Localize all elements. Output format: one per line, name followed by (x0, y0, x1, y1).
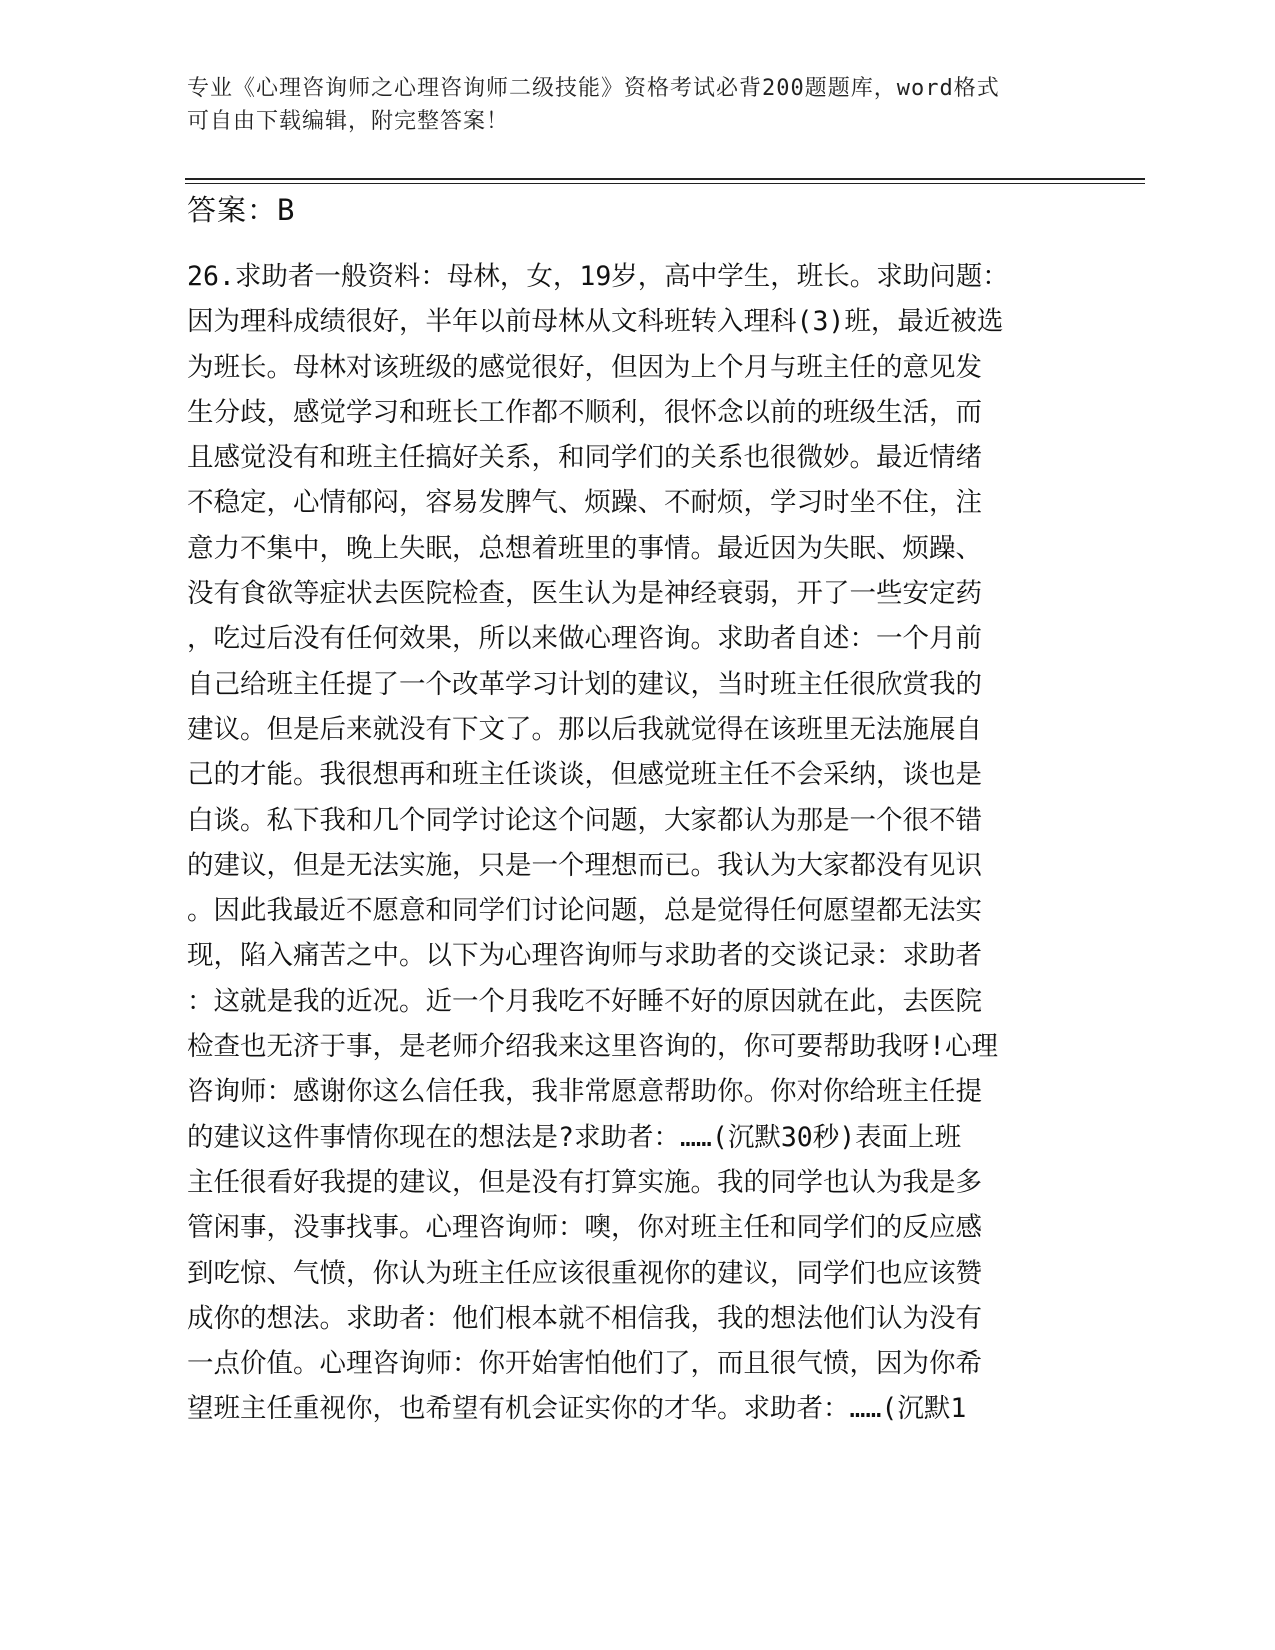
question-line: 己的才能。我很想再和班主任谈谈，但感觉班主任不会采纳，谈也是 (187, 759, 982, 791)
question-line: 的建议这件事情你现在的想法是?求助者：……(沉默30秒)表面上班 (187, 1121, 962, 1153)
question-line: 管闲事，没事找事。心理咨询师：噢，你对班主任和同学们的反应感 (187, 1212, 982, 1244)
question-line: 白谈。私下我和几个同学讨论这个问题，大家都认为那是一个很不错 (187, 804, 982, 836)
question-line: 到吃惊、气愤，你认为班主任应该很重视你的建议，同学们也应该赞 (187, 1257, 982, 1289)
question-line: 没有食欲等症状去医院检查，医生认为是神经衰弱，开了一些安定药 (187, 578, 982, 610)
question-line: 意力不集中，晚上失眠，总想着班里的事情。最近因为失眠、烦躁、 (187, 532, 982, 564)
header-title-line-1: 专业《心理咨询师之心理咨询师二级技能》资格考试必背200题题库，word格式 (187, 76, 1000, 101)
question-line: 一点价值。心理咨询师：你开始害怕他们了，而且很气愤，因为你希 (187, 1348, 982, 1380)
question-line: 咨询师：感谢你这么信任我，我非常愿意帮助你。你对你给班主任提 (187, 1076, 982, 1108)
question-26-body (187, 254, 1087, 1432)
question-line: ：这就是我的近况。近一个月我吃不好睡不好的原因就在此，去医院 (187, 985, 982, 1017)
question-line: 26.求助者一般资料：母林，女，19岁，高中学生，班长。求助问题： (187, 261, 1009, 292)
question-line: 主任很看好我提的建议，但是没有打算实施。我的同学也认为我是多 (187, 1166, 982, 1198)
question-line: 生分歧，感觉学习和班长工作都不顺利，很怀念以前的班级生活，而 (187, 396, 982, 428)
header-divider-thick (185, 178, 1145, 180)
question-line: 成你的想法。求助者：他们根本就不相信我，我的想法他们认为没有 (187, 1302, 982, 1334)
question-line: ，吃过后没有任何效果，所以来做心理咨询。求助者自述：一个月前 (187, 623, 982, 655)
header-title-line-2: 可自由下载编辑，附完整答案！ (187, 109, 510, 134)
question-line: 为班长。母林对该班级的感觉很好，但因为上个月与班主任的意见发 (187, 351, 982, 383)
question-line: 的建议，但是无法实施，只是一个理想而已。我认为大家都没有见识 (187, 849, 982, 881)
page-header (187, 72, 1067, 138)
question-line: 自己给班主任提了一个改革学习计划的建议，当时班主任很欣赏我的 (187, 668, 982, 700)
question-line: 望班主任重视你，也希望有机会证实你的才华。求助者：……(沉默1 (187, 1393, 967, 1425)
question-line: 建议。但是后来就没有下文了。那以后我就觉得在该班里无法施展自 (187, 713, 982, 745)
question-line: 不稳定，心情郁闷，容易发脾气、烦躁、不耐烦，学习时坐不住，注 (187, 487, 982, 519)
question-line: 因为理科成绩很好，半年以前母林从文科班转入理科(3)班，最近被选 (187, 306, 1004, 338)
question-line: 现，陷入痛苦之中。以下为心理咨询师与求助者的交谈记录：求助者 (187, 940, 982, 972)
question-line: 。因此我最近不愿意和同学们讨论问题，总是觉得任何愿望都无法实 (187, 895, 982, 927)
question-line: 检查也无济于事，是老师介绍我来这里咨询的，你可要帮助我呀!心理 (187, 1031, 998, 1063)
header-divider-thin (185, 183, 1145, 184)
answer-label: 答案：B (187, 193, 296, 227)
question-line: 且感觉没有和班主任搞好关系，和同学们的关系也很微妙。最近情绪 (187, 442, 982, 474)
